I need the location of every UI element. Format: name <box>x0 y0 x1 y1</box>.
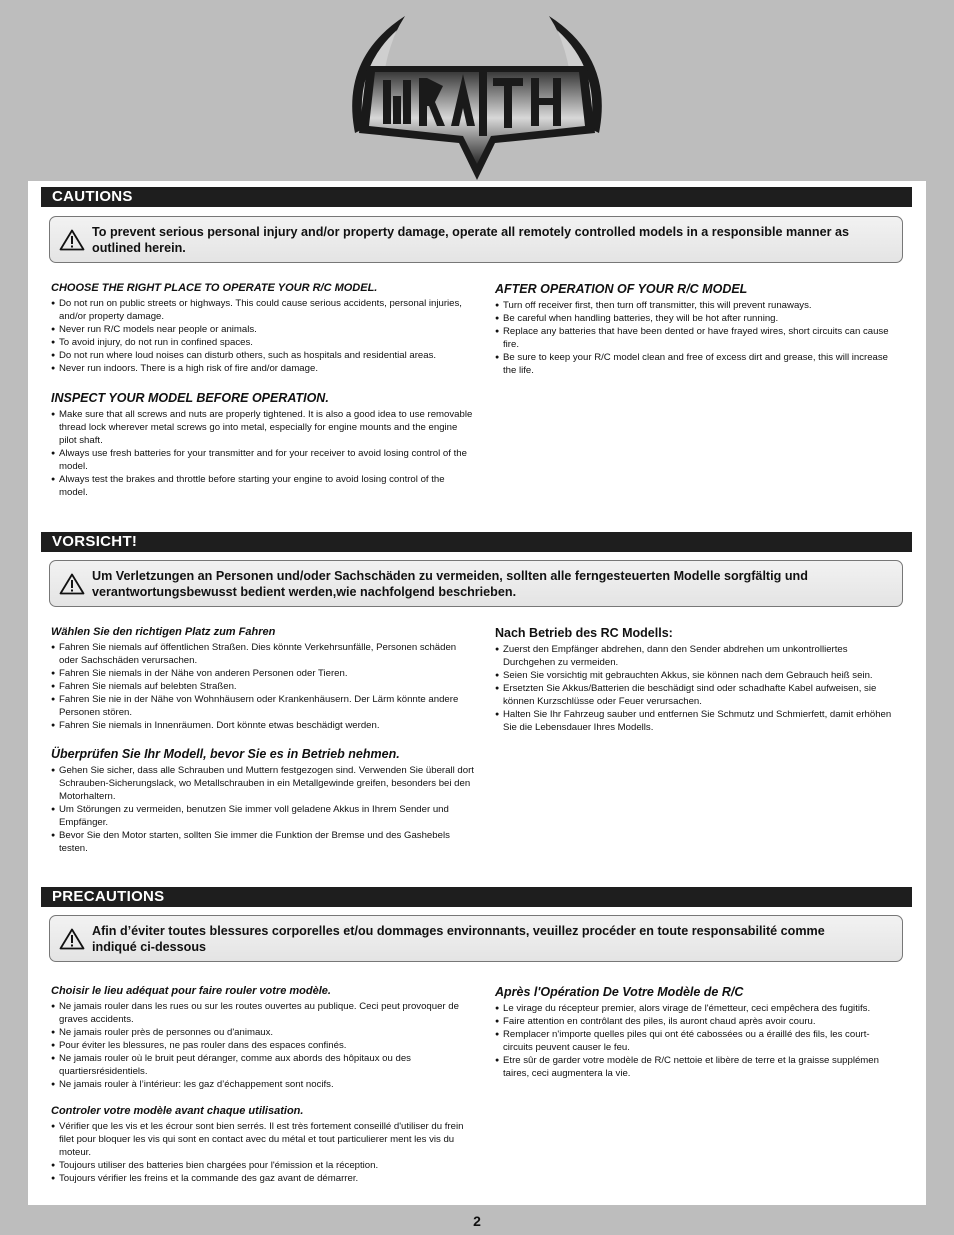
bullet-list <box>495 299 895 377</box>
list-item: ● Ne jamais rouler à l’intérieur: les gaz d’échappement sont nocifs. <box>51 1078 476 1091</box>
list-item: ● Gehen Sie sicher, dass alle Schrauben und Muttern festgezogen sind. Verwenden Sie überall dort Schrauben-Sicherungslack, wo Metallschrauben in ein Metallgewinde greifen, besonders bei den Motorhaltern. <box>51 764 476 803</box>
warning-box-cautions <box>49 216 903 263</box>
list-item: ● Ne jamais rouler dans les rues ou sur les routes ouvertes au publique. Ceci peut provoquer de graves accidents. <box>51 1000 476 1026</box>
cautions-left-column-2 <box>51 391 476 499</box>
list-item: ● Ne jamais rouler où le bruit peut déranger, comme aux abords des hôpitaux ou des quartiersrésidentiels. <box>51 1052 476 1078</box>
list-item: ● Le virage du récepteur premier, alors virage de l'émetteur, ceci empêchera des fugitifs. <box>495 1002 895 1015</box>
list-item: ● Ersetzten Sie Akkus/Batterien die beschädigt sind oder schadhafte Kabel aufweisen, sie können Kurzschlüsse oder Feuer verursachen. <box>495 682 895 708</box>
wraith-logo <box>345 8 609 183</box>
warning-triangle-icon <box>59 928 85 950</box>
section-title-vorsicht: VORSICHT! <box>41 532 912 552</box>
list-item: ● Turn off receiver first, then turn off transmitter, this will prevent runaways. <box>495 299 895 312</box>
subheading: Nach Betrieb des RC Modells: <box>495 626 673 640</box>
bullet-list <box>51 297 476 375</box>
subheading: Wählen Sie den richtigen Platz zum Fahren <box>51 626 276 638</box>
warning-text: To prevent serious personal injury and/or property damage, operate all remotely controlled models in a responsible manner as outlined herein. <box>92 225 849 255</box>
list-item: ● Toujours vérifier les freins et la commande des gaz avant de démarrer. <box>51 1172 476 1185</box>
list-item: ● Always use fresh batteries for your transmitter and for your receiver to avoid losing control of the model. <box>51 447 476 473</box>
precautions-right-column <box>495 985 895 1080</box>
warning-triangle-icon <box>59 229 85 251</box>
warning-text: Um Verletzungen an Personen und/oder Sachschäden zu vermeiden, sollten alle ferngesteuerten Modelle sorgfältig und verantwortungsbewusst bedient werden,wie nachfolgend beschrieben. <box>92 569 808 599</box>
list-item: ● Remplacer n'importe quelles piles qui ont été cabossées ou a éraillé des fils, les court-circuits peuvent causer le feu. <box>495 1028 895 1054</box>
list-item: ● Fahren Sie nie in der Nähe von Wohnhäusern oder Krankenhäusern. Der Lärm könnte andere Personen stören. <box>51 693 476 719</box>
list-item: ● Bevor Sie den Motor starten, sollten Sie immer die Funktion der Bremse und des Gashebels testen. <box>51 829 476 855</box>
list-item: ● Zuerst den Empfänger abdrehen, dann den Sender abdrehen um unkontrolliertes Durchgehen zu vermeiden. <box>495 643 895 669</box>
header-logo-area <box>0 0 954 183</box>
list-item: ● Fahren Sie niemals in Innenräumen. Dort könnte etwas beschädigt werden. <box>51 719 476 732</box>
list-item: ● Replace any batteries that have been dented or have frayed wires, short circuits can cause fire. <box>495 325 895 351</box>
page-number: 2 <box>473 1213 481 1229</box>
warning-box-vorsicht <box>49 560 903 607</box>
section-title-cautions: CAUTIONS <box>41 187 912 207</box>
list-item: ● Seien Sie vorsichtig mit gebrauchten Akkus, sie können nach dem Gebrauch heiß sein. <box>495 669 895 682</box>
subheading: INSPECT YOUR MODEL BEFORE OPERATION. <box>51 391 329 405</box>
manual-page <box>28 181 926 1205</box>
list-item: ● Toujours utiliser des batteries bien chargées pour l'émission et la réception. <box>51 1159 476 1172</box>
list-item: ● Fahren Sie niemals auf belebten Straßen. <box>51 680 476 693</box>
list-item: ● To avoid injury, do not run in confined spaces. <box>51 336 476 349</box>
subheading: AFTER OPERATION OF YOUR R/C MODEL <box>495 282 748 296</box>
precautions-left-column <box>51 985 476 1091</box>
subheading: Überprüfen Sie Ihr Modell, bevor Sie es in Betrieb nehmen. <box>51 747 400 761</box>
vorsicht-left-column-2 <box>51 747 476 855</box>
subheading: Controler votre modèle avant chaque utilisation. <box>51 1105 304 1117</box>
bullet-list <box>495 643 895 734</box>
list-item: ● Fahren Sie niemals auf öffentlichen Straßen. Dies könnte Verkehrsunfälle, Personen schäden oder Sachschäden verursachen. <box>51 641 476 667</box>
subheading: Après l'Opération De Votre Modèle de R/C <box>495 985 744 999</box>
section-title-precautions: PRECAUTIONS <box>41 887 912 907</box>
list-item: ● Halten Sie Ihr Fahrzeug sauber und entfernen Sie Schmutz und Schmierfett, damit erhöhen Sie die Lebensdauer Ihres Modells. <box>495 708 895 734</box>
bullet-list <box>495 1002 895 1080</box>
bullet-list <box>51 408 476 499</box>
list-item: ● Do not run on public streets or highways. This could cause serious accidents, personal injuries, and/or property damage. <box>51 297 476 323</box>
list-item: ● Um Störungen zu vermeiden, benutzen Sie immer voll geladene Akkus in Ihrem Sender und Empfänger. <box>51 803 476 829</box>
list-item: ● Never run indoors. There is a high risk of fire and/or damage. <box>51 362 476 375</box>
list-item: ● Never run R/C models near people or animals. <box>51 323 476 336</box>
subheading: Choisir le lieu adéquat pour faire rouler votre modèle. <box>51 985 331 997</box>
subheading: CHOOSE THE RIGHT PLACE TO OPERATE YOUR R/C MODEL. <box>51 282 378 294</box>
list-item: ● Do not run where loud noises can disturb others, such as hospitals and residential areas. <box>51 349 476 362</box>
list-item: ● Vérifier que les vis et les écrour sont bien serrés. Il est très fortement conseillé d'utiliser du frein filet pour bloquer les vis qui sont en contact avec du métal et tout particulierer ment les vis du moteur. <box>51 1120 476 1159</box>
warning-box-precautions <box>49 915 903 962</box>
list-item: ● Be careful when handling batteries, they will be hot after running. <box>495 312 895 325</box>
vorsicht-right-column <box>495 626 895 734</box>
list-item: ● Always test the brakes and throttle before starting your engine to avoid losing control of the model. <box>51 473 476 499</box>
bullet-list <box>51 1000 476 1091</box>
bullet-list <box>51 641 476 732</box>
warning-text: Afin d’éviter toutes blessures corporelles et/ou dommages environnants, veuillez procéder en toute responsabilité comme indiqué ci-dessous <box>92 924 825 954</box>
warning-triangle-icon <box>59 573 85 595</box>
list-item: ● Etre sûr de garder votre modèle de R/C nettoie et libère de terre et la graisse supplémen taires, ceci augmentera la vie. <box>495 1054 895 1080</box>
list-item: ● Be sure to keep your R/C model clean and free of excess dirt and grease, this will increase the life. <box>495 351 895 377</box>
precautions-left-column-2 <box>51 1105 476 1185</box>
list-item: ● Pour éviter les blessures, ne pas rouler dans des espaces confinés. <box>51 1039 476 1052</box>
list-item: ● Fahren Sie niemals in der Nähe von anderen Personen oder Tieren. <box>51 667 476 680</box>
vorsicht-left-column <box>51 626 476 732</box>
bullet-list <box>51 1120 476 1185</box>
bullet-list <box>51 764 476 855</box>
list-item: ● Ne jamais rouler près de personnes ou d'animaux. <box>51 1026 476 1039</box>
cautions-left-column <box>51 282 476 375</box>
cautions-right-column <box>495 282 895 377</box>
list-item: ● Make sure that all screws and nuts are properly tightened. It is also a good idea to use removable thread lock wherever metal screws go into metal, especially for engine mounts and the engine pilot shaft. <box>51 408 476 447</box>
list-item: ● Faire attention en contrôlant des piles, ils auront chaud après avoir couru. <box>495 1015 895 1028</box>
